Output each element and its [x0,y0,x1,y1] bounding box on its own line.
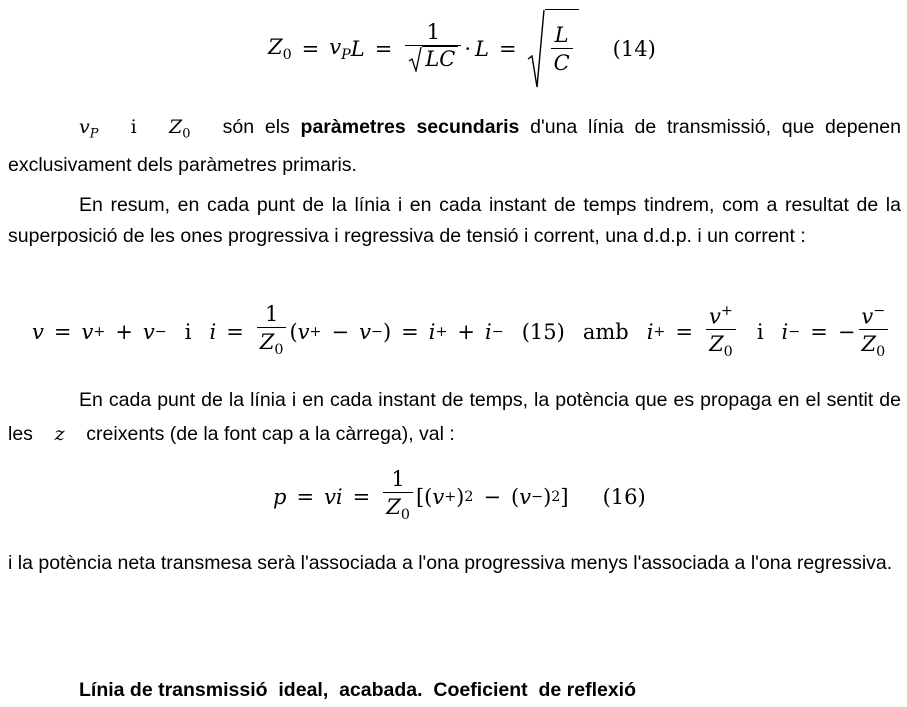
eq14-number: (14) [612,37,656,61]
eq14-equals-3: = [498,37,517,61]
eq14-fraction: $\frac{1}{LC}$ [405,19,461,79]
paragraph-net-power [8,548,901,579]
eq15-fraction-vminus-over-z0: $\frac{v^-}{Z_0}$ [858,298,888,367]
eq14-equals: = [301,37,320,61]
eq14-sqrt-lc: LC [408,46,458,72]
eq14-vp: $v_P$ [329,35,351,63]
section-heading: Línia de transmissió ideal, acabada. Coeficient de reflexió [79,679,637,701]
eq14-z: $Z_0$ [268,35,292,63]
eq15-amb: amb [582,320,629,344]
equation-14 [268,8,656,90]
para2-text: En resum, en cada punt de la línia i en cada instant de temps tindrem, com a resultat de la superposició de les ones progressiva i regressiva de tensió i corrent, una d.d.p. i un corrent : [8,194,901,247]
para1-z0: $Z_0$ [169,116,191,142]
para1-vp: $v_P$ [79,116,99,142]
para1-and: i [130,116,137,138]
equation-15: v = v + + v − i i = $\frac{1}{Z_0}$ ( v + − v − ) = i + + i − (15) amb i + = $\frac{v^+}{Z_0}$ i i − = − $\frac{v^-}{Z_0}$ [32,300,891,364]
eq15-fraction-1-over-z0: $\frac{1}{Z_0}$ [257,301,287,364]
paragraph-summary [8,190,901,252]
para3-z: z [54,423,65,445]
eq15-number: (15) [521,320,565,344]
paragraph-secondary-parameters [8,112,901,181]
eq14-sqrt-lc-ratio: $\frac{L}{C}$ [527,9,579,89]
paragraph-power [8,383,901,451]
eq16-fraction-1-over-z0: $\frac{1}{Z_0}$ [383,466,413,529]
para3-text-a: En cada punt de la línia i en cada instant de temps, la potència que es propaga en el sentit de les [8,389,901,445]
equation-16: p = vi = $\frac{1}{Z_0}$ [( v + ) 2 − ( v − ) 2 ] (16) [273,465,646,529]
para1-text-a: són els [222,116,290,138]
eq14-equals-2: = [374,37,393,61]
eq14-L-2: L [475,37,489,61]
eq14-L: L [350,37,365,61]
para1-text-b: d'una línia de transmissió, que depenen exclusivament dels paràmetres primaris. [8,116,901,176]
para3-text-b: creixents (de la font cap a la càrrega), val : [86,423,455,445]
eq15-fraction-vplus-over-z0: $\frac{v^+}{Z_0}$ [706,298,736,367]
eq16-number: (16) [602,485,646,509]
para1-bold-term: paràmetres secundaris [300,116,520,138]
eq14-dot: · [464,37,472,61]
para4-text: i la potència neta transmesa serà l'associada a l'ona progressiva menys l'associada a l'ona regressiva. [8,552,893,574]
